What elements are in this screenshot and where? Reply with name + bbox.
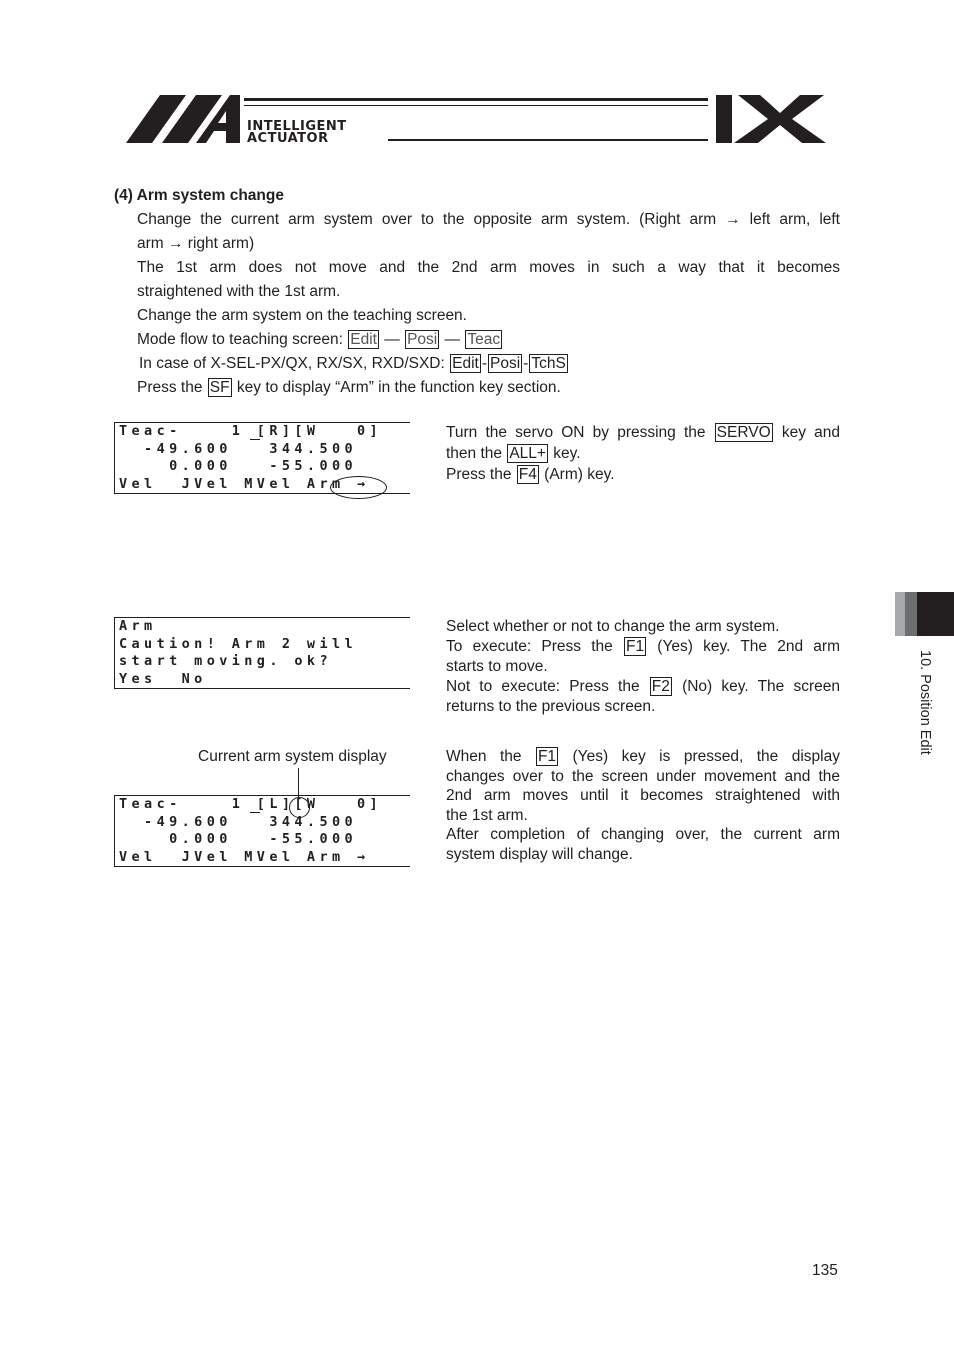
intro-line-1: Change the current arm system over to the opposite arm system. (Right arm → left arm, left — [137, 211, 840, 228]
lcd-row: -49.600 344.500 — [119, 813, 358, 830]
header-rule-bottom — [388, 139, 708, 141]
header-rule-top — [244, 98, 708, 101]
header-rule-mid — [244, 105, 708, 106]
key-edit: Edit — [350, 331, 377, 348]
arrow-right-icon: → — [725, 211, 741, 228]
lcd-row: Arm — [119, 618, 157, 634]
lcd-row: Teac- 1 [L][W 0] — [119, 796, 383, 812]
key-f2: F2 — [651, 678, 670, 695]
chapter-label: 10. Position Edit — [917, 650, 933, 755]
arrow-right-icon: → — [168, 235, 184, 252]
intro-line-5: Change the arm system on the teaching screen. — [137, 307, 467, 324]
tab-block-light — [895, 592, 905, 636]
key-servo: SERVO — [716, 424, 771, 441]
lcd-row: Caution! Arm 2 will — [119, 635, 358, 652]
section-title: (4) Arm system change — [114, 187, 284, 204]
lcd-row: -49.600 344.500 — [119, 440, 358, 457]
screen1-description: Turn the servo ON by pressing the SERVO key and then the ALL+ key. Press the F4 (Arm) key. — [446, 424, 840, 483]
key-f4: F4 — [518, 466, 537, 483]
tab-block-mid — [905, 592, 917, 636]
press-sf-line: Press the SF key to display “Arm” in the function key section. — [137, 379, 561, 396]
xsel-line: In case of X-SEL-PX/QX, RX/SX, RXD/SXD: Edit - Posi - TchS — [139, 355, 566, 372]
key-tchs: TchS — [531, 355, 566, 372]
key-f1: F1 — [537, 748, 557, 765]
cursor-underline — [250, 812, 260, 813]
key-posi: Posi — [407, 331, 438, 348]
lcd-screen-arm-confirm — [114, 617, 410, 689]
cursor-underline — [250, 439, 260, 440]
intro-line-3: The 1st arm does not move and the 2nd arm moves in such a way that it becomes — [137, 259, 840, 276]
arm-indicator-circle — [289, 797, 310, 818]
intro-line-2: arm → right arm) — [137, 235, 255, 252]
mode-flow-line: Mode flow to teaching screen: Edit — Posi — Teac — [137, 331, 501, 348]
page-number: 135 — [812, 1262, 838, 1279]
brand-line-2: ACTUATOR — [247, 131, 329, 146]
tab-block-dark — [917, 592, 954, 636]
caption-leader-line — [298, 768, 299, 798]
lcd-row: 0.000 -55.000 — [119, 458, 358, 474]
lcd-row: start moving. ok? — [119, 653, 332, 669]
lcd-row: Vel JVel MVel Arm → — [119, 475, 370, 492]
screen3-description: When the F1 (Yes) key is pressed, the display changes over to the screen under movement and the 2nd arm moves until it becomes straightened with the 1st arm. After completion of changing over, the current arm system display will change. — [446, 748, 840, 863]
brand-line-1: INTELLIGENT — [247, 119, 347, 134]
lcd-screen-teaching-after — [114, 795, 410, 867]
lcd-row: 0.000 -55.000 — [119, 831, 358, 847]
key-f1: F1 — [625, 638, 645, 655]
lcd-row: Yes No — [119, 670, 207, 687]
arm-highlight-ellipse — [330, 476, 387, 499]
lcd-row: Teac- 1 [R][W 0] — [119, 423, 383, 439]
key-sf: SF — [209, 379, 230, 396]
ix-logo-icon — [716, 95, 828, 145]
section-body — [137, 208, 840, 400]
current-arm-caption: Current arm system display — [198, 748, 387, 765]
key-posi: Posi — [490, 355, 521, 372]
intro-line-4: straightened with the 1st arm. — [137, 283, 341, 300]
lcd-row: Vel JVel MVel Arm → — [119, 848, 370, 865]
key-edit: Edit — [452, 355, 479, 372]
key-all-plus: ALL+ — [509, 445, 546, 462]
screen2-description: Select whether or not to change the arm system. To execute: Press the F1 (Yes) key. The 2nd arm starts to move. Not to execute: Press the F2 (No) key. The screen returns to the previous screen. — [446, 618, 841, 715]
ia-logo-icon — [126, 95, 242, 145]
key-teac: Teac — [467, 331, 501, 348]
